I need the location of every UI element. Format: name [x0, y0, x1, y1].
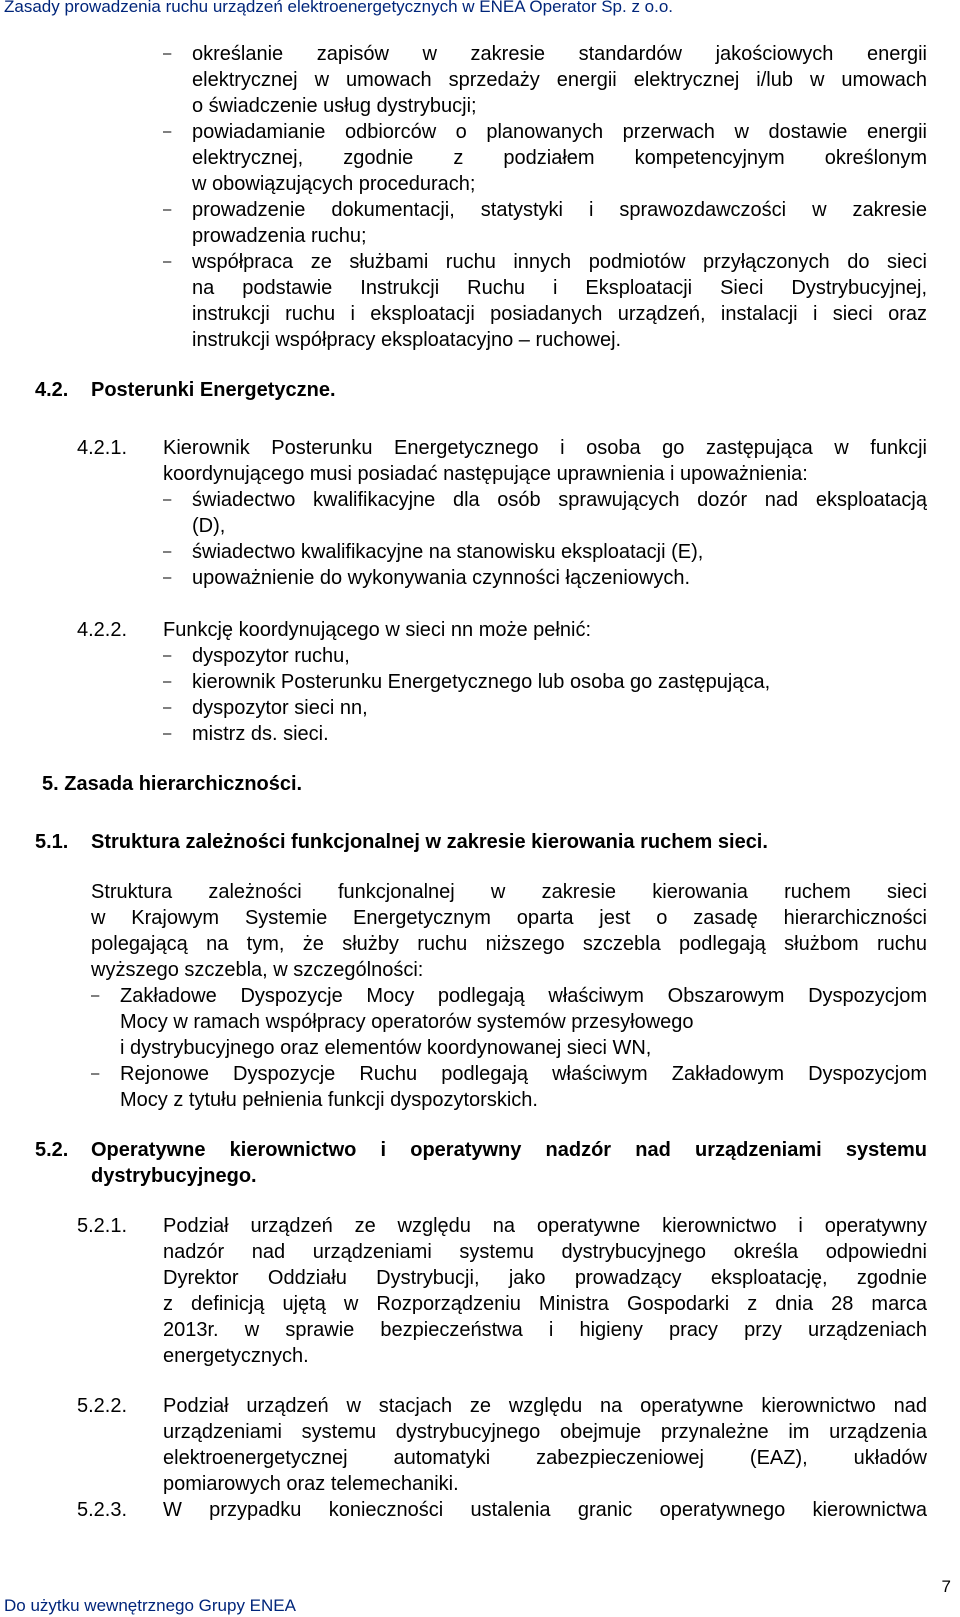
section-heading	[91, 1137, 927, 1189]
section-number: 5.2.1.	[77, 1215, 128, 1237]
section-number: 4.2.1.	[77, 437, 128, 459]
page-number: 7	[941, 1577, 951, 1596]
text-line: świadectwo kwalifikacyjne dla osób sprawujących dozór nad eksploatacją	[192, 489, 927, 511]
text-line: Podział urządzeń ze względu na operatywne kierownictwo i operatywny	[163, 1215, 927, 1237]
bullet: –	[163, 123, 172, 140]
text-line: Rejonowe Dyspozycje Ruchu podlegają właściwym Zakładowym Dyspozycjom	[120, 1063, 927, 1085]
text-line: Dyrektor Oddziału Dystrybucji, jako prowadzący eksploatację, zgodnie	[163, 1267, 927, 1289]
section-heading: Struktura zależności funkcjonalnej w zakresie kierowania ruchem sieci.	[91, 831, 768, 853]
bullet: –	[91, 1065, 100, 1082]
text-line: Podział urządzeń w stacjach ze względu na operatywne kierownictwo nad	[163, 1395, 927, 1417]
section-number: 5.2.2.	[77, 1395, 128, 1417]
text-line: Mocy w ramach współpracy operatorów systemów przesyłowego	[120, 1011, 694, 1033]
list-item: mistrz ds. sieci.	[192, 723, 329, 745]
paragraph	[91, 879, 927, 983]
section-number: 5.2.3.	[77, 1499, 128, 1521]
text-line: z definicją ujętą w Rozporządzeniu Ministra Gospodarki z dnia 28 marca	[163, 1293, 927, 1315]
text-line: Operatywne kierownictwo i operatywny nadzór nad urządzeniami systemu	[91, 1139, 927, 1161]
text-line: Mocy z tytułu pełnienia funkcji dyspozytorskich.	[120, 1089, 538, 1111]
bullet: –	[163, 491, 172, 508]
text-line: wyższego szczebla, w szczególności:	[91, 959, 424, 981]
text-line: elektrycznej w umowach sprzedaży energii elektrycznej i/lub w umowach	[192, 69, 927, 91]
bullet: –	[163, 569, 172, 586]
text-line: prowadzenie dokumentacji, statystyki i sprawozdawczości w zakresie	[192, 199, 927, 221]
text-line: Struktura zależności funkcjonalnej w zakresie kierowania ruchem sieci	[91, 881, 927, 903]
text-line: elektrycznej, zgodnie z podziałem kompetencyjnym określonym	[192, 147, 927, 169]
text-line: elektroenergetycznej automatyki zabezpieczeniowej (EAZ), układów	[163, 1447, 927, 1469]
bullet: –	[163, 673, 172, 690]
text-line: urządzeniami systemu dystrybucyjnego obejmuje przynależne im urządzenia	[163, 1421, 927, 1443]
section-number: 4.2.	[35, 379, 69, 401]
text-line: energetycznych.	[163, 1345, 309, 1367]
text-line: polegającą na tym, że służby ruchu niższego szczebla podlegają służbom ruchu	[91, 933, 927, 955]
list-item: kierownik Posterunku Energetycznego lub osoba go zastępująca,	[192, 671, 771, 693]
list-item: dyspozytor sieci nn,	[192, 697, 368, 719]
bullet: –	[163, 543, 172, 560]
text-line: Kierownik Posterunku Energetycznego i osoba go zastępująca w funkcji	[163, 437, 927, 459]
paragraph	[163, 435, 927, 487]
text-line: koordynującego musi posiadać następujące uprawnienia i upoważnienia:	[163, 463, 808, 485]
text-line: powiadamianie odbiorców o planowanych przerwach w dostawie energii	[192, 121, 927, 143]
page-footer: Do użytku wewnętrznego Grupy ENEA	[4, 1596, 296, 1615]
text-line: określanie zapisów w zakresie standardów jakościowych energii	[192, 43, 927, 65]
bullet: –	[163, 45, 172, 62]
text-line: prowadzenia ruchu;	[192, 225, 367, 247]
text-line: nadzór nad urządzeniami systemu dystrybucyjnego określa odpowiedni	[163, 1241, 927, 1263]
list-item: upoważnienie do wykonywania czynności łączeniowych.	[192, 567, 691, 589]
text-line: w Krajowym Systemie Energetycznym oparta jest o zasadę hierarchiczności	[91, 907, 927, 929]
text-line: instrukcji współpracy eksploatacyjno – ruchowej.	[192, 329, 622, 351]
text-line: instrukcji ruchu i eksploatacji posiadanych urządzeń, instalacji i sieci oraz	[192, 303, 927, 325]
list-item	[120, 983, 927, 1061]
section-heading: 5. Zasada hierarchiczności.	[42, 773, 303, 795]
text-line: współpraca ze służbami ruchu innych podmiotów przyłączonych do sieci	[192, 251, 927, 273]
text-line: Zakładowe Dyspozycje Mocy podlegają właściwym Obszarowym Dyspozycjom	[120, 985, 927, 1007]
text-line: 2013r. w sprawie bezpieczeństwa i higieny pracy przy urządzeniach	[163, 1319, 927, 1341]
paragraph	[163, 1393, 927, 1497]
text-line: pomiarowych oraz telemechaniki.	[163, 1473, 459, 1495]
paragraph	[163, 1213, 927, 1369]
bullet: –	[91, 987, 100, 1004]
bullet: –	[163, 725, 172, 742]
paragraph	[163, 1497, 927, 1523]
section-number: 5.1.	[35, 831, 69, 853]
bullet: –	[163, 647, 172, 664]
text-line: (D),	[192, 515, 226, 537]
list-item: dyspozytor ruchu,	[192, 645, 350, 667]
text-line: na podstawie Instrukcji Ruchu i Eksploatacji Sieci Dystrybucyjnej,	[192, 277, 927, 299]
page-header: Zasady prowadzenia ruchu urządzeń elektroenergetycznych w ENEA Operator Sp. z o.o.	[4, 0, 674, 16]
text-line: w obowiązujących procedurach;	[192, 173, 476, 195]
list-item	[120, 1061, 927, 1113]
bullet: –	[163, 201, 172, 218]
section-number: 5.2.	[35, 1139, 69, 1161]
text-line: o świadczenie usług dystrybucji;	[192, 95, 477, 117]
text-line: i dystrybucyjnego oraz elementów koordynowanej sieci WN,	[120, 1037, 652, 1059]
text-line: W przypadku konieczności ustalenia granic operatywnego kierownictwa	[163, 1499, 927, 1521]
list-item	[192, 487, 927, 539]
section-heading: Posterunki Energetyczne.	[91, 379, 336, 401]
bullet: –	[163, 253, 172, 270]
section-number: 4.2.2.	[77, 619, 128, 641]
text-line: dystrybucyjnego.	[91, 1165, 257, 1187]
bullet: –	[163, 699, 172, 716]
paragraph: Funkcję koordynującego w sieci nn może pełnić:	[163, 619, 591, 641]
list-item: świadectwo kwalifikacyjne na stanowisku eksploatacji (E),	[192, 541, 704, 563]
